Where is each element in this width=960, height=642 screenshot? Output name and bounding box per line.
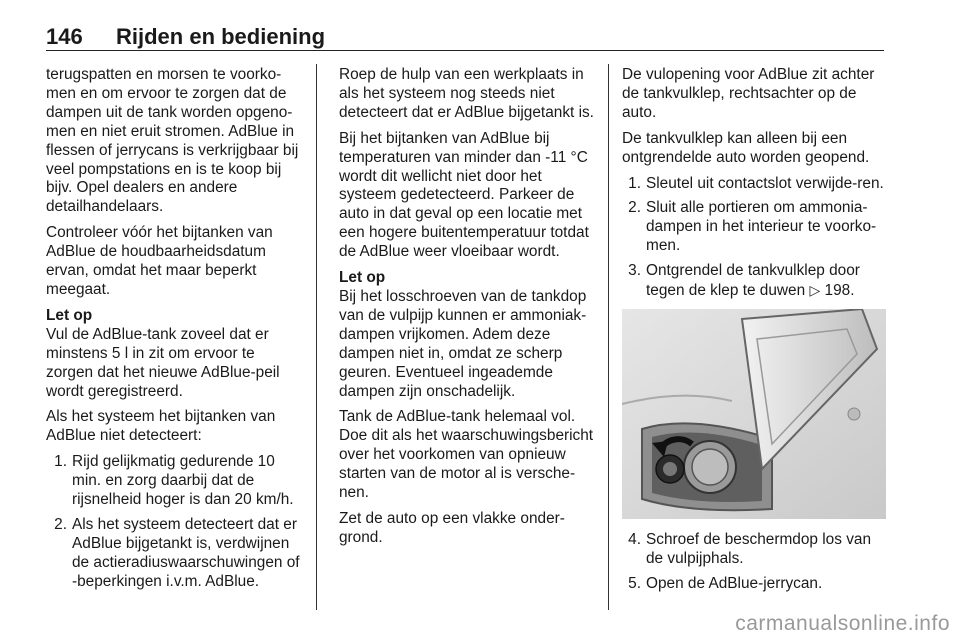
list-text: Open de AdBlue-jerrycan. [646,574,823,592]
list-item [46,516,302,592]
column-left [46,66,302,599]
list-text: Rijd gelijkmatig gedurende 10 min. en zorg daarbij dat de rijsnelheid hoger is dan 20 km/h. [72,453,294,509]
paragraph: Tank de AdBlue-tank helemaal vol. Doe dit als het waarschuwingsbericht over het voorkomen van opnieuw starten van de motor al is versche-nen. [339,408,594,502]
list-item [622,199,886,256]
section-title: Rijden en bediening [116,24,326,49]
list-item [622,175,886,194]
list-text: Sluit alle portieren om ammonia-dampen in het interieur te voorko-men. [646,199,877,255]
column-right [622,66,886,601]
step-text: Ontgrendel de tankvulklep door tegen de klep te duwen [646,262,860,300]
page-number: 146 [46,24,83,49]
steps-list [46,453,302,591]
list-item [622,531,886,569]
list-text: Schroef de beschermdop los van de vulpijphals. [646,530,872,567]
column-divider [316,64,317,610]
note-text: Vul de AdBlue-tank zoveel dat er minstens 5 l in zit om ervoor te zorgen dat het nieuwe AdBlue-peil wordt geregistreerd. [46,325,280,400]
list-number: 3. [628,262,641,280]
paragraph: Controleer vóór het bijtanken van AdBlue de houdbaarheidsdatum ervan, omdat het maar beperkt meegaat. [46,224,273,298]
list-text [646,262,886,301]
paragraph: Bij het bijtanken van AdBlue bij temperaturen van minder dan -11 °C wordt dit wellicht niet door het systeem gedetecteerd. Parkeer de auto in dat geval op een locatie met een hogere buitentemperatuur totdat de AdBlue weer vloeibaar wordt. [339,129,589,261]
list-number: 1. [628,174,641,192]
paragraph: Zet de auto op een vlakke onder-grond. [339,509,565,546]
column-middle [339,66,595,555]
fuel-flap-illustration [622,309,886,519]
paragraph: terugspatten en morsen te voorko-men en om ervoor te zorgen dat de dampen uit de tank worden opgeno-men en niet eruit stromen. AdBlue in flessen of jerrycans is verkrijgbaar bij veel pompstations en is te koop bij bijv. Opel dealers en andere detailhandelaars. [46,66,299,216]
note-block [339,269,595,401]
steps-list [622,531,886,594]
list-number: 4. [628,530,641,548]
list-item [46,453,302,510]
note-text: Bij het losschroeven van de tankdop van de vulpijp kunnen er ammoniak-dampen vrijkomen. Adem deze dampen niet in, omdat ze scherp geuren. Eventueel ingeademde dampen zijn onschadelijk. [339,287,587,400]
paragraph: De vulopening voor AdBlue zit achter de tankvulklep, rechtsachter op de auto. [622,66,875,121]
page-header [46,24,884,51]
list-item [622,262,886,301]
list-text: Sleutel uit contactslot verwijde-ren. [646,174,884,192]
list-item [622,575,886,594]
fuel-flap-drawing [622,309,886,519]
arrow-reference-icon: ▷ [809,282,821,299]
steps-list [622,175,886,301]
note-title: Let op [46,306,93,324]
watermark: carmanualsonline.info [735,612,950,635]
list-number: 1. [54,453,67,471]
note-title: Let op [339,269,386,287]
column-divider [608,64,609,610]
paragraph: De tankvulklep kan alleen bij een ontgrendelde auto worden geopend. [622,129,870,166]
list-number: 2. [54,515,67,533]
paragraph: Roep de hulp van een werkplaats in als het systeem nog steeds niet detecteert dat er AdBlue bijgetankt is. [339,66,594,121]
page-reference[interactable]: 198. [824,282,855,300]
list-number: 5. [628,574,641,592]
list-number: 2. [628,199,641,217]
note-block [46,307,302,402]
paragraph: Als het systeem het bijtanken van AdBlue niet detecteert: [46,408,276,445]
list-text: Als het systeem detecteert dat er AdBlue bijgetankt is, verdwijnen de actieradiuswaarschuwingen of -beperkingen i.v.m. AdBlue. [72,515,300,590]
